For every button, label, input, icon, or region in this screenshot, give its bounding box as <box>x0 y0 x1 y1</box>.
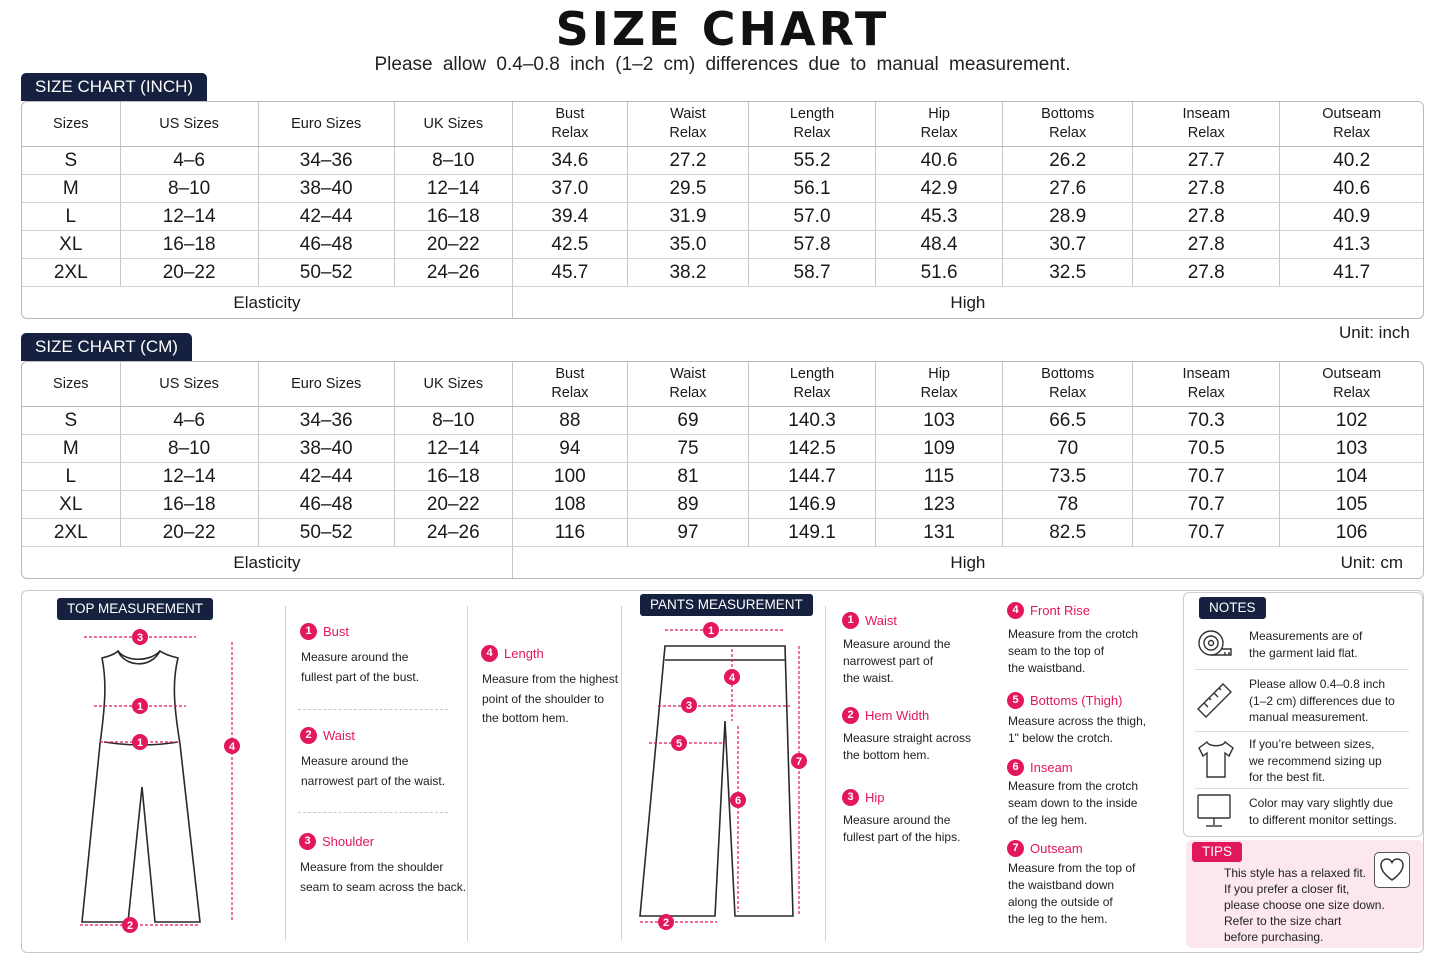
note-text: Measurements are of the garment laid flat. <box>1249 629 1363 660</box>
column-header <box>258 362 394 407</box>
value-cell: 28.9 <box>1003 203 1133 231</box>
note-row <box>1183 673 1421 729</box>
value-cell: 104 <box>1280 463 1423 491</box>
step-number-badge: 4 <box>1007 602 1024 619</box>
value-cell: 8–10 <box>120 175 258 203</box>
column-header-sub: Relax <box>669 385 707 401</box>
column-header <box>1280 362 1423 407</box>
elasticity-label: Elasticity <box>22 547 512 579</box>
column-header-name: Sizes <box>53 375 89 392</box>
value-cell: 35.0 <box>627 231 748 259</box>
column-header <box>512 362 627 407</box>
measure-name: Waist <box>323 728 356 744</box>
table-row <box>22 231 1423 259</box>
value-cell: 42.9 <box>876 175 1003 203</box>
inch-size-table <box>21 101 1424 319</box>
column-header-sub: Relax <box>669 125 707 141</box>
value-cell: 8–10 <box>394 407 512 435</box>
step-number-badge: 6 <box>1007 759 1024 776</box>
value-cell: 38–40 <box>258 175 394 203</box>
measure-description: Measure around the narrowest part of the waist. <box>843 637 951 685</box>
svg-text:4: 4 <box>228 741 236 753</box>
value-cell: 109 <box>876 435 1003 463</box>
header-row <box>22 362 1423 407</box>
inseam-measure-title <box>1007 759 1073 777</box>
column-header-name: Bottoms <box>1041 106 1095 122</box>
value-cell: 144.7 <box>748 463 875 491</box>
svg-text:3: 3 <box>136 632 144 644</box>
value-cell: 88 <box>512 407 627 435</box>
value-cell: 4–6 <box>120 147 258 175</box>
value-cell: 12–14 <box>120 203 258 231</box>
table-row <box>22 203 1423 231</box>
column-header-name: UK Sizes <box>423 115 484 132</box>
measure-description: Measure from the shoulder seam to seam across the back. <box>300 860 467 894</box>
svg-text:2: 2 <box>126 920 134 932</box>
column-header-name: Sizes <box>53 115 89 132</box>
measure-description: Measure from the highest point of the shoulder to the bottom hem. <box>482 672 619 725</box>
value-cell: 37.0 <box>512 175 627 203</box>
value-cell: 34–36 <box>258 407 394 435</box>
value-cell: 58.7 <box>748 259 875 287</box>
value-cell: 27.6 <box>1003 175 1133 203</box>
value-cell: 20–22 <box>394 231 512 259</box>
value-cell: 82.5 <box>1003 519 1133 547</box>
column-header <box>1003 102 1133 147</box>
value-cell: 27.2 <box>627 147 748 175</box>
column-header <box>1003 362 1133 407</box>
hip-measure-title <box>842 789 885 807</box>
value-cell: 27.8 <box>1133 203 1280 231</box>
value-cell: 24–26 <box>394 259 512 287</box>
elasticity-value: High <box>950 292 986 312</box>
page-title: SIZE CHART <box>555 2 890 56</box>
value-cell: 38–40 <box>258 435 394 463</box>
svg-text:5: 5 <box>675 738 683 750</box>
elasticity-row <box>22 547 1423 579</box>
value-cell: 50–52 <box>258 259 394 287</box>
value-cell: 42–44 <box>258 463 394 491</box>
value-cell: 40.6 <box>1280 175 1423 203</box>
column-header-name: Inseam <box>1182 366 1231 382</box>
measure-description: Measure straight across the bottom hem. <box>843 731 972 762</box>
notes-label: NOTES <box>1199 597 1266 619</box>
column-header-sub: Relax <box>551 385 589 401</box>
pants-diagram <box>625 616 820 941</box>
column-header-sub: Relax <box>1333 385 1371 401</box>
value-cell: 12–14 <box>120 463 258 491</box>
measure-name: Bottoms (Thigh) <box>1030 693 1123 709</box>
step-number-badge: 2 <box>842 707 859 724</box>
note-text: Color may vary slightly due to different monitor settings. <box>1249 796 1397 827</box>
column-header-sub: Relax <box>920 385 958 401</box>
value-cell: 102 <box>1280 407 1423 435</box>
column-header-name: Length <box>789 106 835 122</box>
value-cell: 75 <box>627 435 748 463</box>
value-cell: 20–22 <box>394 491 512 519</box>
size-cell: 2XL <box>22 259 120 287</box>
column-header-sub: Relax <box>793 125 831 141</box>
value-cell: 73.5 <box>1003 463 1133 491</box>
svg-text:6: 6 <box>734 795 742 807</box>
column-header-name: Outseam <box>1322 366 1382 382</box>
value-cell: 16–18 <box>120 231 258 259</box>
tips-label: TIPS <box>1192 842 1242 862</box>
heart-icon-frame <box>1374 852 1410 888</box>
svg-text:4: 4 <box>728 672 736 684</box>
value-cell: 149.1 <box>748 519 875 547</box>
column-header <box>627 102 748 147</box>
column-header-sub: Relax <box>551 125 589 141</box>
table-row <box>22 259 1423 287</box>
size-cell: XL <box>22 231 120 259</box>
pants-waist-measure-title <box>842 612 897 630</box>
step-number-badge: 2 <box>300 727 317 744</box>
svg-text:3: 3 <box>685 700 693 712</box>
column-header-name: Bust <box>555 106 585 122</box>
measure-description: Measure around the fullest part of the bust. <box>301 650 420 684</box>
column-header <box>22 362 120 407</box>
bust-measure-title <box>300 623 349 641</box>
value-cell: 97 <box>627 519 748 547</box>
top-measurement-label: TOP MEASUREMENT <box>57 598 213 620</box>
measure-description: Measure around the narrowest part of the waist. <box>301 754 446 788</box>
cm-section-label: SIZE CHART (CM) <box>21 333 192 361</box>
column-header <box>22 102 120 147</box>
column-header-sub: Relax <box>920 125 958 141</box>
value-cell: 27.7 <box>1133 147 1280 175</box>
table-row <box>22 147 1423 175</box>
value-cell: 103 <box>876 407 1003 435</box>
value-cell: 56.1 <box>748 175 875 203</box>
value-cell: 8–10 <box>120 435 258 463</box>
measure-description: Measure across the thigh, 1" below the crotch. <box>1008 714 1147 745</box>
measure-name: Waist <box>865 613 898 629</box>
column-header <box>120 362 258 407</box>
table-row <box>22 407 1423 435</box>
note-text: Please allow 0.4–0.8 inch (1–2 cm) differences due to manual measurement. <box>1249 677 1395 724</box>
value-cell: 46–48 <box>258 491 394 519</box>
column-header-name: Hip <box>928 106 950 122</box>
value-cell: 103 <box>1280 435 1423 463</box>
size-cell: XL <box>22 491 120 519</box>
size-cell: M <box>22 435 120 463</box>
size-cell: L <box>22 463 120 491</box>
value-cell: 39.4 <box>512 203 627 231</box>
step-number-badge: 1 <box>300 623 317 640</box>
column-header <box>627 362 748 407</box>
value-cell: 40.6 <box>876 147 1003 175</box>
column-header-name: Outseam <box>1322 106 1382 122</box>
value-cell: 70.3 <box>1133 407 1280 435</box>
value-cell: 70 <box>1003 435 1133 463</box>
monitor-icon <box>1195 792 1235 830</box>
value-cell: 20–22 <box>120 519 258 547</box>
value-cell: 50–52 <box>258 519 394 547</box>
column-header-sub: Relax <box>1187 385 1225 401</box>
note-row <box>1183 623 1421 669</box>
value-cell: 48.4 <box>876 231 1003 259</box>
waist-measure-title <box>300 727 355 745</box>
value-cell: 46–48 <box>258 231 394 259</box>
size-cell: 2XL <box>22 519 120 547</box>
cm-table <box>22 362 1423 578</box>
column-header-name: Bust <box>555 366 585 382</box>
thigh-measure-title <box>1007 692 1122 710</box>
column-header-sub: Relax <box>1049 125 1087 141</box>
column-header-name: Waist <box>670 106 706 122</box>
value-cell: 57.8 <box>748 231 875 259</box>
note-row <box>1183 792 1421 832</box>
column-header <box>748 362 875 407</box>
pants-markers <box>658 622 807 930</box>
tape-measure-icon <box>1195 627 1235 663</box>
value-cell: 41.7 <box>1280 259 1423 287</box>
value-cell: 100 <box>512 463 627 491</box>
inch-unit-label: Unit: inch <box>1339 323 1410 342</box>
column-header-name: Hip <box>928 366 950 382</box>
value-cell: 51.6 <box>876 259 1003 287</box>
table-row <box>22 463 1423 491</box>
measure-name: Length <box>504 646 544 662</box>
table-row <box>22 519 1423 547</box>
value-cell: 131 <box>876 519 1003 547</box>
value-cell: 45.7 <box>512 259 627 287</box>
value-cell: 116 <box>512 519 627 547</box>
tips-text: This style has a relaxed fit. If you prefer a closer fit, please choose one size down. Refer to the size chart before purchasing. <box>1224 866 1385 944</box>
value-cell: 42–44 <box>258 203 394 231</box>
value-cell: 57.0 <box>748 203 875 231</box>
step-number-badge: 4 <box>481 645 498 662</box>
column-header-name: UK Sizes <box>423 375 484 392</box>
measure-name: Hem Width <box>865 708 930 724</box>
elasticity-label: Elasticity <box>22 287 512 319</box>
column-header <box>876 102 1003 147</box>
value-cell: 16–18 <box>394 203 512 231</box>
value-cell: 38.2 <box>627 259 748 287</box>
column-header-name: Bottoms <box>1041 366 1095 382</box>
length-measure-title <box>481 645 544 663</box>
column-header <box>748 102 875 147</box>
size-cell: S <box>22 407 120 435</box>
size-cell: M <box>22 175 120 203</box>
svg-text:1: 1 <box>136 701 144 713</box>
value-cell: 29.5 <box>627 175 748 203</box>
value-cell: 26.2 <box>1003 147 1133 175</box>
measure-name: Shoulder <box>322 834 375 850</box>
step-number-badge: 3 <box>842 789 859 806</box>
measure-description: Measure around the fullest part of the hips. <box>843 813 961 844</box>
hem-width-measure-title <box>842 707 929 725</box>
svg-text:7: 7 <box>795 756 803 768</box>
value-cell: 115 <box>876 463 1003 491</box>
value-cell: 70.7 <box>1133 519 1280 547</box>
value-cell: 12–14 <box>394 435 512 463</box>
column-header-name: US Sizes <box>159 375 219 392</box>
pants-measurement-label: PANTS MEASUREMENT <box>640 594 813 616</box>
column-header-sub: Relax <box>793 385 831 401</box>
header-row <box>22 102 1423 147</box>
outseam-measure-title <box>1007 840 1083 858</box>
column-header <box>1133 362 1280 407</box>
value-cell: 70.5 <box>1133 435 1280 463</box>
column-header-sub: Relax <box>1333 125 1371 141</box>
value-cell: 70.7 <box>1133 463 1280 491</box>
column-header <box>512 102 627 147</box>
measure-description: Measure from the top of the waistband down along the outside of the leg to the hem. <box>1008 861 1136 926</box>
column-header-name: Euro Sizes <box>291 115 362 132</box>
table-row <box>22 435 1423 463</box>
table-row <box>22 175 1423 203</box>
measure-description: Measure from the crotch seam to the top of the waistband. <box>1008 627 1139 675</box>
size-cell: S <box>22 147 120 175</box>
measure-name: Hip <box>865 790 885 806</box>
value-cell: 140.3 <box>748 407 875 435</box>
column-header <box>258 102 394 147</box>
svg-text:1: 1 <box>707 625 715 637</box>
value-cell: 106 <box>1280 519 1423 547</box>
value-cell: 27.8 <box>1133 175 1280 203</box>
value-cell: 123 <box>876 491 1003 519</box>
column-header <box>876 362 1003 407</box>
value-cell: 34–36 <box>258 147 394 175</box>
column-header-name: US Sizes <box>159 115 219 132</box>
value-cell: 30.7 <box>1003 231 1133 259</box>
column-header <box>394 362 512 407</box>
value-cell: 66.5 <box>1003 407 1133 435</box>
elasticity-value-cell <box>512 287 1423 319</box>
value-cell: 55.2 <box>748 147 875 175</box>
value-cell: 34.6 <box>512 147 627 175</box>
column-header-name: Inseam <box>1182 106 1231 122</box>
value-cell: 94 <box>512 435 627 463</box>
value-cell: 45.3 <box>876 203 1003 231</box>
svg-text:2: 2 <box>662 917 670 929</box>
value-cell: 81 <box>627 463 748 491</box>
value-cell: 16–18 <box>120 491 258 519</box>
column-header <box>120 102 258 147</box>
column-header <box>1133 102 1280 147</box>
measure-name: Front Rise <box>1030 603 1090 619</box>
elasticity-row <box>22 287 1423 319</box>
inch-table <box>22 102 1423 318</box>
heart-icon <box>1375 853 1409 887</box>
value-cell: 89 <box>627 491 748 519</box>
value-cell: 32.5 <box>1003 259 1133 287</box>
note-row <box>1183 735 1421 787</box>
value-cell: 40.2 <box>1280 147 1423 175</box>
jumpsuit-diagram <box>60 622 260 942</box>
value-cell: 146.9 <box>748 491 875 519</box>
step-number-badge: 5 <box>1007 692 1024 709</box>
column-header-name: Euro Sizes <box>291 375 362 392</box>
column-header-name: Waist <box>670 366 706 382</box>
column-header-sub: Relax <box>1049 385 1087 401</box>
value-cell: 8–10 <box>394 147 512 175</box>
note-text: If you’re between sizes, we recommend sizing up for the best fit. <box>1249 737 1382 784</box>
elasticity-value: High <box>950 552 986 572</box>
value-cell: 24–26 <box>394 519 512 547</box>
value-cell: 142.5 <box>748 435 875 463</box>
value-cell: 12–14 <box>394 175 512 203</box>
value-cell: 20–22 <box>120 259 258 287</box>
svg-text:1: 1 <box>136 737 144 749</box>
shoulder-measure-title <box>299 833 374 851</box>
step-number-badge: 1 <box>842 612 859 629</box>
tshirt-icon <box>1195 739 1235 779</box>
jumpsuit-markers <box>122 629 240 933</box>
column-header <box>394 102 512 147</box>
step-number-badge: 3 <box>299 833 316 850</box>
page-subtitle: Please allow 0.4–0.8 inch (1–2 cm) differences due to manual measurement. <box>374 54 1071 75</box>
value-cell: 27.8 <box>1133 259 1280 287</box>
value-cell: 108 <box>512 491 627 519</box>
elasticity-value-cell <box>512 547 1423 579</box>
ruler-icon <box>1195 679 1235 719</box>
column-header-name: Length <box>789 366 835 382</box>
table-row <box>22 491 1423 519</box>
cm-unit-label: Unit: cm <box>1340 553 1403 572</box>
step-number-badge: 7 <box>1007 840 1024 857</box>
value-cell: 69 <box>627 407 748 435</box>
column-header-sub: Relax <box>1187 125 1225 141</box>
value-cell: 31.9 <box>627 203 748 231</box>
measure-description: Measure from the crotch seam down to the inside of the leg hem. <box>1008 779 1139 827</box>
value-cell: 42.5 <box>512 231 627 259</box>
value-cell: 78 <box>1003 491 1133 519</box>
measure-name: Bust <box>323 624 350 640</box>
value-cell: 40.9 <box>1280 203 1423 231</box>
size-cell: L <box>22 203 120 231</box>
cm-size-table <box>21 361 1424 579</box>
measure-name: Outseam <box>1030 841 1083 857</box>
measure-name: Inseam <box>1030 760 1073 776</box>
value-cell: 105 <box>1280 491 1423 519</box>
value-cell: 70.7 <box>1133 491 1280 519</box>
inch-section-label: SIZE CHART (INCH) <box>21 73 207 101</box>
value-cell: 41.3 <box>1280 231 1423 259</box>
value-cell: 27.8 <box>1133 231 1280 259</box>
column-header <box>1280 102 1423 147</box>
value-cell: 4–6 <box>120 407 258 435</box>
front-rise-measure-title <box>1007 602 1090 620</box>
value-cell: 16–18 <box>394 463 512 491</box>
